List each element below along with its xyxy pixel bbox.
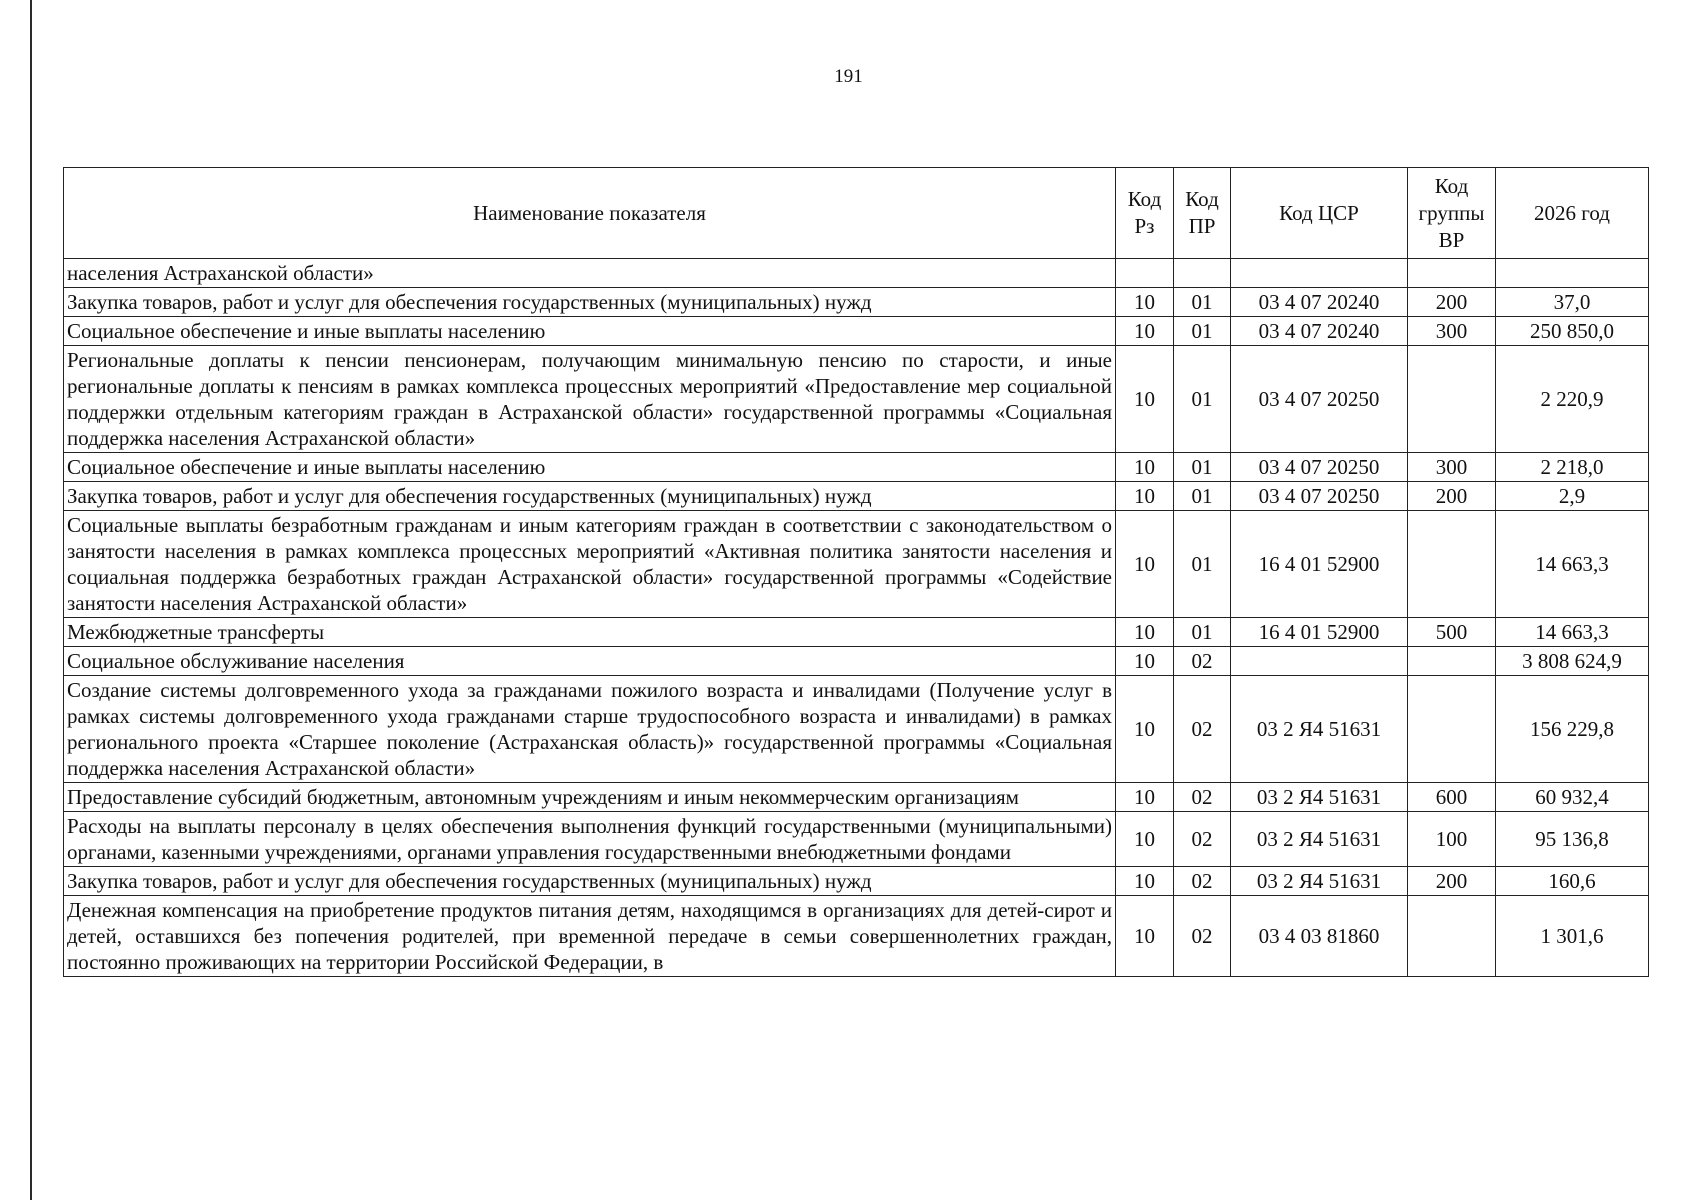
cell-vr <box>1408 896 1496 977</box>
cell-rz: 10 <box>1116 783 1174 812</box>
cell-rz: 10 <box>1116 647 1174 676</box>
cell-csr: 03 4 07 20250 <box>1231 346 1408 453</box>
cell-vr: 600 <box>1408 783 1496 812</box>
cell-csr <box>1231 647 1408 676</box>
header-pr: Код ПР <box>1174 168 1231 259</box>
budget-table <box>63 167 1649 977</box>
table-header-row <box>64 168 1649 259</box>
cell-csr: 03 4 03 81860 <box>1231 896 1408 977</box>
cell-name: Социальное обеспечение и иные выплаты населению <box>64 317 1116 346</box>
cell-name: Закупка товаров, работ и услуг для обеспечения государственных (муниципальных) нужд <box>64 482 1116 511</box>
header-vr: Код группы ВР <box>1408 168 1496 259</box>
cell-pr: 01 <box>1174 288 1231 317</box>
table-row <box>64 317 1649 346</box>
cell-name: Расходы на выплаты персоналу в целях обеспечения выполнения функций государственными (муниципальными) органами, казенными учреждениями, органами управления государственными внебюджетными фондами <box>64 812 1116 867</box>
cell-name: населения Астраханской области» <box>64 259 1116 288</box>
table-row <box>64 453 1649 482</box>
cell-csr <box>1231 259 1408 288</box>
cell-name: Социальное обеспечение и иные выплаты населению <box>64 453 1116 482</box>
table-row <box>64 259 1649 288</box>
table-row <box>64 511 1649 618</box>
cell-vr: 500 <box>1408 618 1496 647</box>
cell-pr: 02 <box>1174 647 1231 676</box>
table-row <box>64 647 1649 676</box>
cell-vr: 300 <box>1408 453 1496 482</box>
cell-pr <box>1174 259 1231 288</box>
cell-vr: 200 <box>1408 482 1496 511</box>
cell-amount: 60 932,4 <box>1496 783 1649 812</box>
cell-csr: 03 2 Я4 51631 <box>1231 812 1408 867</box>
cell-vr: 200 <box>1408 867 1496 896</box>
cell-csr: 03 4 07 20240 <box>1231 288 1408 317</box>
cell-name: Предоставление субсидий бюджетным, автономным учреждениям и иным некоммерческим организациям <box>64 783 1116 812</box>
cell-csr: 03 2 Я4 51631 <box>1231 783 1408 812</box>
header-rz: Код Рз <box>1116 168 1174 259</box>
cell-vr <box>1408 511 1496 618</box>
cell-pr: 02 <box>1174 867 1231 896</box>
table-row <box>64 812 1649 867</box>
cell-rz: 10 <box>1116 453 1174 482</box>
table-body <box>64 259 1649 977</box>
cell-rz: 10 <box>1116 618 1174 647</box>
cell-vr: 300 <box>1408 317 1496 346</box>
scan-margin-line <box>30 0 32 1200</box>
cell-name: Денежная компенсация на приобретение продуктов питания детям, находящимся в организациях для детей-сирот и детей, оставшихся без попечения родителей, при временной передаче в семьи совершеннолетних граждан, постоянно проживающих на территории Российской Федерации, в <box>64 896 1116 977</box>
header-csr: Код ЦСР <box>1231 168 1408 259</box>
header-year: 2026 год <box>1496 168 1649 259</box>
cell-amount: 37,0 <box>1496 288 1649 317</box>
cell-csr: 03 2 Я4 51631 <box>1231 676 1408 783</box>
cell-name: Создание системы долговременного ухода за гражданами пожилого возраста и инвалидами (Получение услуг в рамках системы долговременного ухода гражданами старше трудоспособного возраста и инвалидами) в рамках регионального проекта «Старшее поколение (Астраханская область)» государственной программы «Социальная поддержка населения Астраханской области» <box>64 676 1116 783</box>
table-row <box>64 896 1649 977</box>
cell-amount: 2 218,0 <box>1496 453 1649 482</box>
cell-amount: 14 663,3 <box>1496 511 1649 618</box>
table-row <box>64 482 1649 511</box>
cell-amount <box>1496 259 1649 288</box>
cell-vr <box>1408 676 1496 783</box>
cell-name: Социальные выплаты безработным гражданам и иным категориям граждан в соответствии с законодательством о занятости населения в рамках комплекса процессных мероприятий «Активная политика занятости населения и социальная поддержка безработных граждан Астраханской области» государственной программы «Содействие занятости населения Астраханской области» <box>64 511 1116 618</box>
table-row <box>64 288 1649 317</box>
cell-pr: 01 <box>1174 482 1231 511</box>
cell-pr: 02 <box>1174 783 1231 812</box>
table-row <box>64 676 1649 783</box>
cell-vr: 100 <box>1408 812 1496 867</box>
cell-vr <box>1408 346 1496 453</box>
cell-amount: 14 663,3 <box>1496 618 1649 647</box>
cell-amount: 3 808 624,9 <box>1496 647 1649 676</box>
cell-vr <box>1408 259 1496 288</box>
cell-rz: 10 <box>1116 896 1174 977</box>
cell-vr <box>1408 647 1496 676</box>
cell-amount: 250 850,0 <box>1496 317 1649 346</box>
table-row <box>64 867 1649 896</box>
cell-name: Социальное обслуживание населения <box>64 647 1116 676</box>
page-number: 191 <box>834 66 863 87</box>
cell-rz: 10 <box>1116 346 1174 453</box>
cell-pr: 01 <box>1174 346 1231 453</box>
cell-csr: 16 4 01 52900 <box>1231 618 1408 647</box>
cell-name: Закупка товаров, работ и услуг для обеспечения государственных (муниципальных) нужд <box>64 867 1116 896</box>
cell-name: Межбюджетные трансферты <box>64 618 1116 647</box>
cell-amount: 2,9 <box>1496 482 1649 511</box>
table-row <box>64 618 1649 647</box>
cell-csr: 03 2 Я4 51631 <box>1231 867 1408 896</box>
cell-vr: 200 <box>1408 288 1496 317</box>
cell-name: Региональные доплаты к пенсии пенсионерам, получающим минимальную пенсию по старости, и иные региональные доплаты к пенсиям в рамках комплекса процессных мероприятий «Предоставление мер социальной поддержки отдельным категориям граждан в Астраханской области» государственной программы «Социальная поддержка населения Астраханской области» <box>64 346 1116 453</box>
cell-pr: 01 <box>1174 453 1231 482</box>
cell-rz <box>1116 259 1174 288</box>
cell-rz: 10 <box>1116 676 1174 783</box>
cell-amount: 156 229,8 <box>1496 676 1649 783</box>
cell-pr: 02 <box>1174 812 1231 867</box>
table-row <box>64 346 1649 453</box>
cell-csr: 03 4 07 20250 <box>1231 453 1408 482</box>
cell-rz: 10 <box>1116 511 1174 618</box>
header-name: Наименование показателя <box>64 168 1116 259</box>
cell-csr: 03 4 07 20250 <box>1231 482 1408 511</box>
cell-amount: 95 136,8 <box>1496 812 1649 867</box>
cell-pr: 02 <box>1174 896 1231 977</box>
cell-name: Закупка товаров, работ и услуг для обеспечения государственных (муниципальных) нужд <box>64 288 1116 317</box>
cell-pr: 02 <box>1174 676 1231 783</box>
table-row <box>64 783 1649 812</box>
cell-pr: 01 <box>1174 618 1231 647</box>
cell-csr: 03 4 07 20240 <box>1231 317 1408 346</box>
cell-amount: 2 220,9 <box>1496 346 1649 453</box>
cell-amount: 1 301,6 <box>1496 896 1649 977</box>
cell-rz: 10 <box>1116 288 1174 317</box>
cell-rz: 10 <box>1116 867 1174 896</box>
cell-csr: 16 4 01 52900 <box>1231 511 1408 618</box>
cell-rz: 10 <box>1116 317 1174 346</box>
cell-amount: 160,6 <box>1496 867 1649 896</box>
cell-pr: 01 <box>1174 317 1231 346</box>
cell-rz: 10 <box>1116 812 1174 867</box>
cell-rz: 10 <box>1116 482 1174 511</box>
cell-pr: 01 <box>1174 511 1231 618</box>
